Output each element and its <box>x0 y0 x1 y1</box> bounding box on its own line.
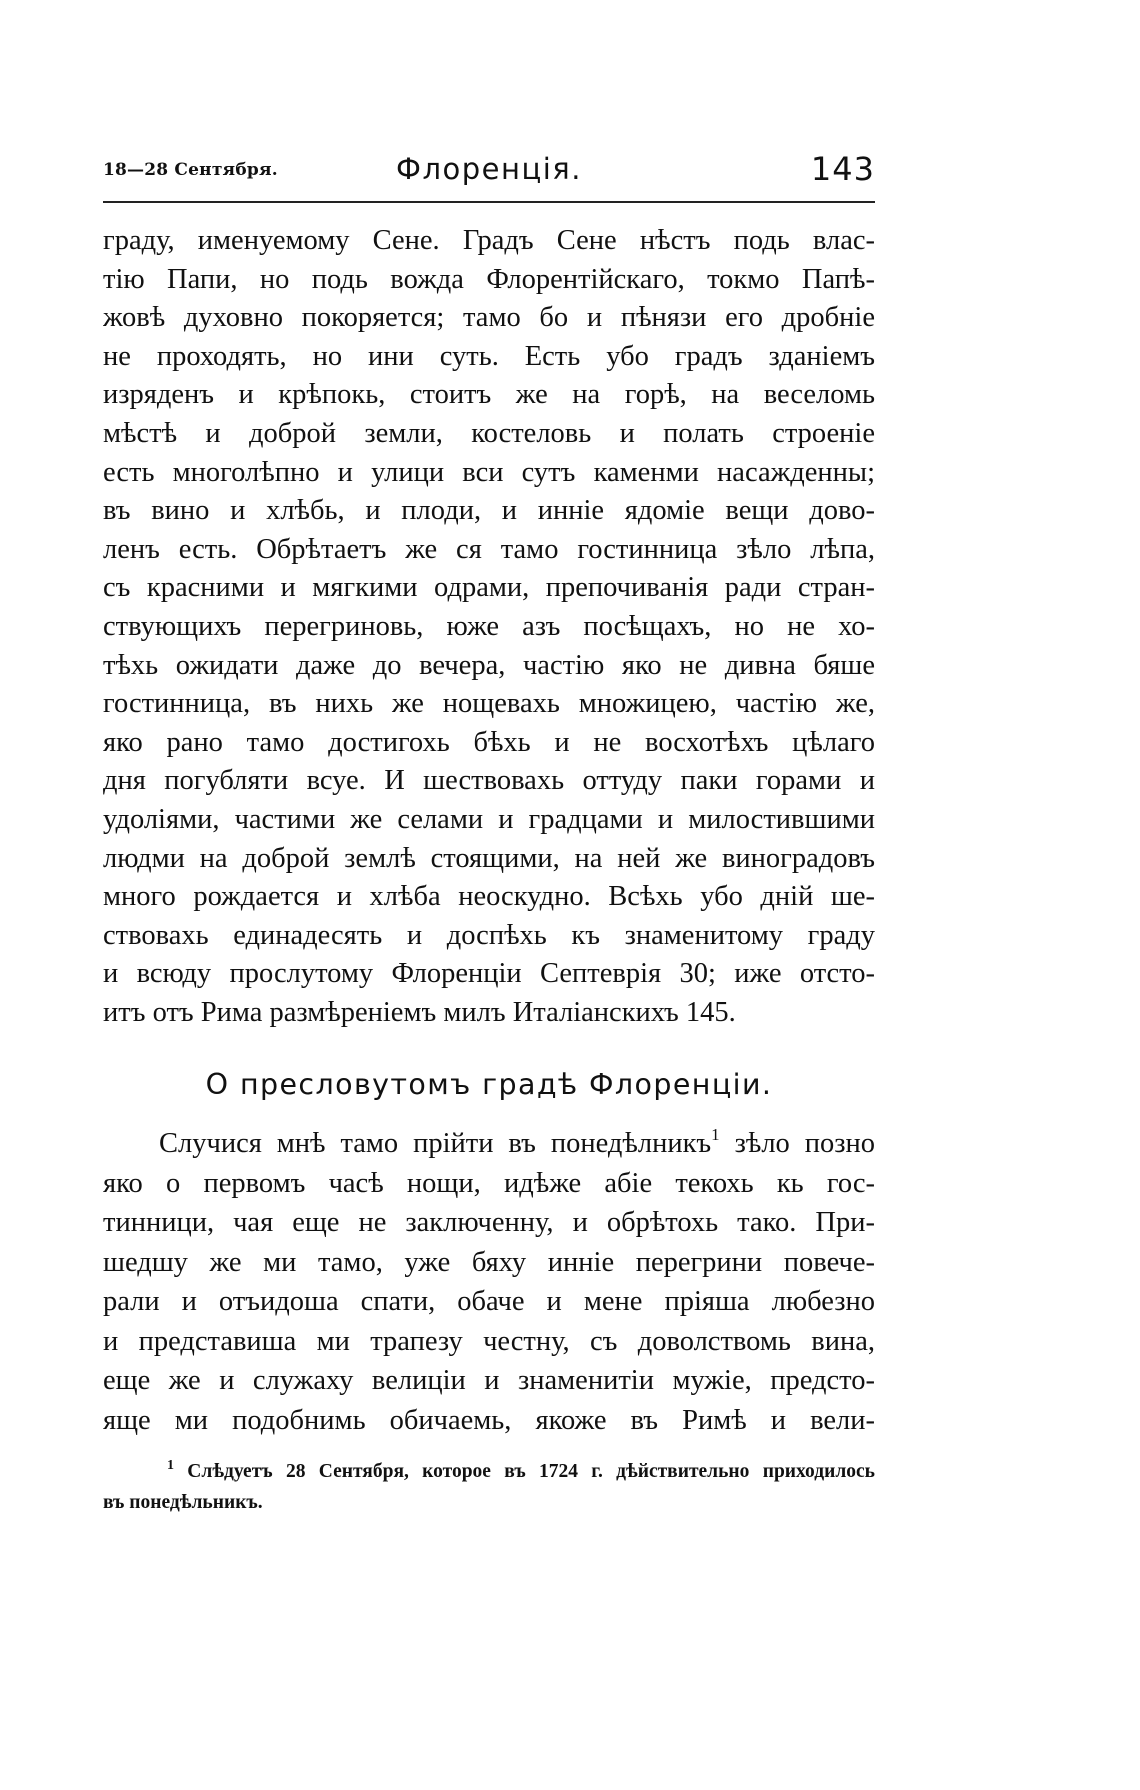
page-number: 143 <box>810 150 875 188</box>
footnote-reference: 1 <box>711 1125 720 1144</box>
header-date-range: 18—28 Сентября. <box>103 160 278 180</box>
footnote-text: Слѣдуетъ 28 Сентября, которое въ 1724 г. дѣйствительно приходилось <box>174 1461 875 1482</box>
page-header <box>103 150 875 196</box>
text-line: не проходять, но ини суть. Есть убо градъ зданіемъ <box>103 340 875 372</box>
text-line: яко рано тамо достигохь бѣхь и не восхотѣхъ цѣлаго <box>103 726 875 758</box>
text-line: людми на доброй землѣ стоящими, на ней же виноградовъ <box>103 842 875 874</box>
text-line: тѣхь ожидати даже до вечера, частію яко не дивна бяше <box>103 649 875 681</box>
header-rule <box>103 201 875 203</box>
text-line: гостинница, въ нихь же нощевахь множицею, частію же, <box>103 688 875 720</box>
text-line: еще же и служаху велиціи и знаменитіи мужіе, предсто- <box>103 1365 875 1396</box>
text-line: мѣстѣ и доброй земли, костеловь и полать строеніе <box>103 417 875 449</box>
text-line: и всюду прослутому Флоренціи Септеврія 30; иже отсто- <box>103 958 875 990</box>
text-line: дня погубляти всуе. И шествовахь оттуду паки горами и <box>103 765 875 797</box>
text-line: въ вино и хлѣбь, и плоди, и инніе ядоміе вещи дово- <box>103 495 875 527</box>
text-line: удоліями, частими же селами и градцами и милостившими <box>103 803 875 835</box>
text-line: много рождается и хлѣба неоскудно. Всѣхь убо дній ше- <box>103 881 875 913</box>
footnote <box>103 1456 875 1518</box>
paragraph-2 <box>103 1124 875 1440</box>
text-line: ленъ есть. Обрѣтаетъ же ся тамо гостинница зѣло лѣпа, <box>103 533 875 565</box>
text-line: и представиша ми трапезу честну, съ доволствомь вина, <box>103 1325 875 1357</box>
paragraph-2-first-line-end: зѣло позно <box>719 1128 875 1159</box>
text-line: тію Папи, но подь вожда Флорентійскаго, токмо Папѣ- <box>103 263 875 295</box>
text-line: тинници, чая еще не заключенну, и обрѣтохь тако. При- <box>103 1207 875 1238</box>
paragraph-2-first-words: Случися мнѣ тамо прійти въ понедѣлникъ <box>159 1128 712 1159</box>
text-line: ствовахь единадесять и доспѣхь къ знаменитому граду <box>103 919 875 951</box>
text-line: изряденъ и крѣпокь, стоитъ же на горѣ, на веселомь <box>103 379 875 411</box>
footnote-mark: 1 <box>167 1458 174 1473</box>
text-line: итъ отъ Рима размѣреніемъ милъ Италіанскихъ 145. <box>103 996 736 1028</box>
text-line: рали и отъидоша спати, обаче и мене пріяша любезно <box>103 1286 875 1317</box>
footnote-line: въ понедѣльникъ. <box>103 1492 263 1513</box>
footnote-line <box>103 1456 875 1487</box>
text-line: ствующихъ перегриновь, юже азъ посѣщахъ, но не хо- <box>103 610 875 642</box>
text-line: есть многолѣпно и улици вси сутъ каменми насажденны; <box>103 456 875 488</box>
text-line: яще ми подобнимь обичаемь, якоже въ Римѣ и вели- <box>103 1404 875 1436</box>
text-line: шедшу же ми тамо, уже бяху инніе перегрини повече- <box>103 1246 875 1278</box>
header-running-title: Флоренція. <box>396 152 582 186</box>
text-line: жовѣ духовно покоряется; тамо бо и пѣнязи его дробніе <box>103 302 875 334</box>
text-line: яко о первомъ часѣ нощи, идѣже абіе текохь кь гос- <box>103 1167 875 1199</box>
section-heading: О пресловутомъ градѣ Флоренціи. <box>205 1068 773 1101</box>
text-line: граду, именуемому Сене. Градъ Сене нѣстъ подь влас- <box>103 225 875 256</box>
text-line-with-footnote-mark <box>103 1124 875 1164</box>
text-line: съ красними и мягкими одрами, препочиванія ради стран- <box>103 572 875 604</box>
paragraph-1 <box>103 222 875 1032</box>
